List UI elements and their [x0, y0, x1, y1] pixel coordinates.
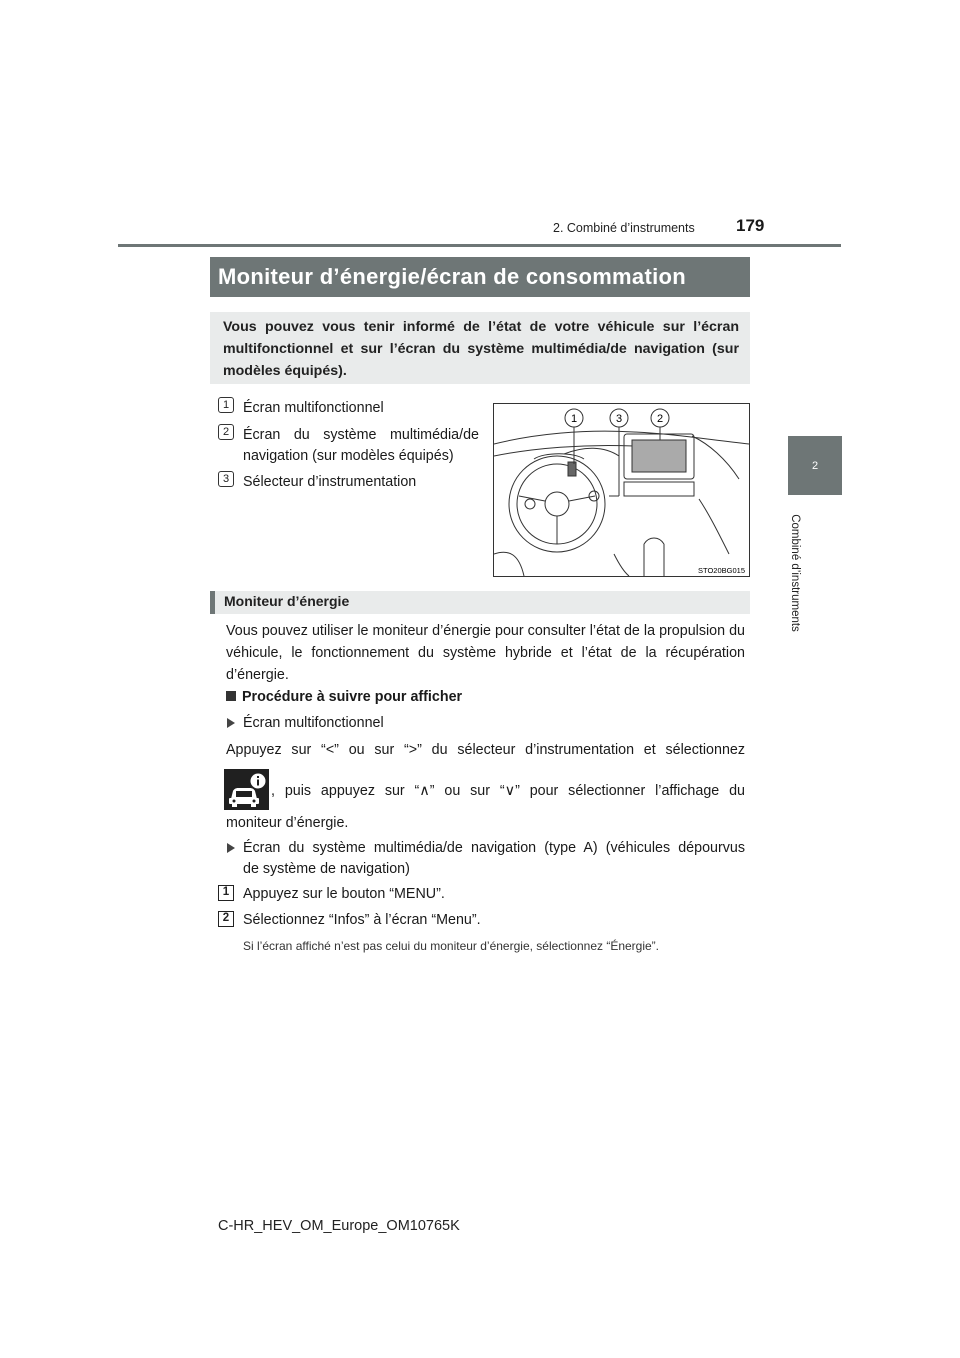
page-number: 179 [736, 216, 765, 235]
figure-label-3: 3 [615, 413, 623, 425]
subsection-header [210, 591, 750, 614]
callout-number-1: 1 [218, 397, 234, 413]
item1-text: Écran multifonctionnel [243, 715, 384, 731]
triangle-bullet-icon [227, 718, 235, 728]
square-bullet-icon [226, 691, 236, 701]
car-info-icon [224, 769, 269, 810]
step-text-line3: moniteur d’énergie. [226, 815, 349, 831]
step-1-text: Appuyez sur le bouton “MENU”. [243, 886, 445, 902]
subsection-header-bar [210, 591, 215, 614]
callout-number-2: 2 [218, 424, 234, 440]
side-tab-label [781, 505, 809, 640]
dashboard-drawing [494, 404, 749, 576]
intro-box: Vous pouvez vous tenir informé de l’état de votre véhicule sur l’écran multifonctionnel et sur l’écran du système multimédia/de navigation (sur modèles équipés). [210, 312, 750, 384]
figure-label-1: 1 [570, 413, 578, 425]
step-text-line1: Appuyez sur “<” ou sur “>” du sélecteur d’instrumentation et sélectionnez [226, 742, 745, 758]
dashboard-illustration [493, 403, 750, 577]
note-text: Si l’écran affiché n’est pas celui du moniteur d’énergie, sélectionnez “Énergie”. [243, 939, 660, 953]
subsection-title: Moniteur d’énergie [224, 593, 350, 609]
section-title: Moniteur d’énergie/écran de consommation [210, 257, 750, 297]
callout-text-3: Sélecteur d’instrumentation [243, 474, 417, 490]
figure-code: STO20BG015 [698, 566, 745, 575]
header-rule [118, 244, 841, 247]
figure-label-2: 2 [656, 413, 664, 425]
side-tab-number: 2 [788, 436, 842, 495]
triangle-bullet-icon-2 [227, 843, 235, 853]
chapter-header: 2. Combiné d’instruments [553, 221, 695, 235]
side-tab-label-text: Combiné d’instruments [789, 513, 801, 632]
callout-text-2b: navigation (sur modèles équipés) [243, 448, 454, 464]
step-number-1: 1 [218, 885, 234, 901]
subsection-body: Vous pouvez utiliser le moniteur d’énergie pour consulter l’état de la propulsion du véhicule, le fonctionnement du système hybride et l’état de la récupération d’énergie. [226, 623, 745, 683]
callout-number-3: 3 [218, 471, 234, 487]
step-number-2: 2 [218, 911, 234, 927]
callout-text-2a: Écran du système multimédia/de [243, 427, 479, 443]
item2-text-line1: Écran du système multimédia/de navigation (type A) (véhicules dépourvus [243, 840, 745, 856]
item2-text-line2: de système de navigation) [243, 861, 410, 877]
procedure-heading: Procédure à suivre pour afficher [242, 689, 463, 705]
step-text-line2: , puis appuyez sur “∧” ou sur “∨” pour sélectionner l’affichage du [271, 783, 745, 799]
step-2-text: Sélectionnez “Infos” à l’écran “Menu”. [243, 912, 481, 928]
footer-document-code: C-HR_HEV_OM_Europe_OM10765K [218, 1218, 460, 1234]
callout-text-1: Écran multifonctionnel [243, 400, 384, 416]
